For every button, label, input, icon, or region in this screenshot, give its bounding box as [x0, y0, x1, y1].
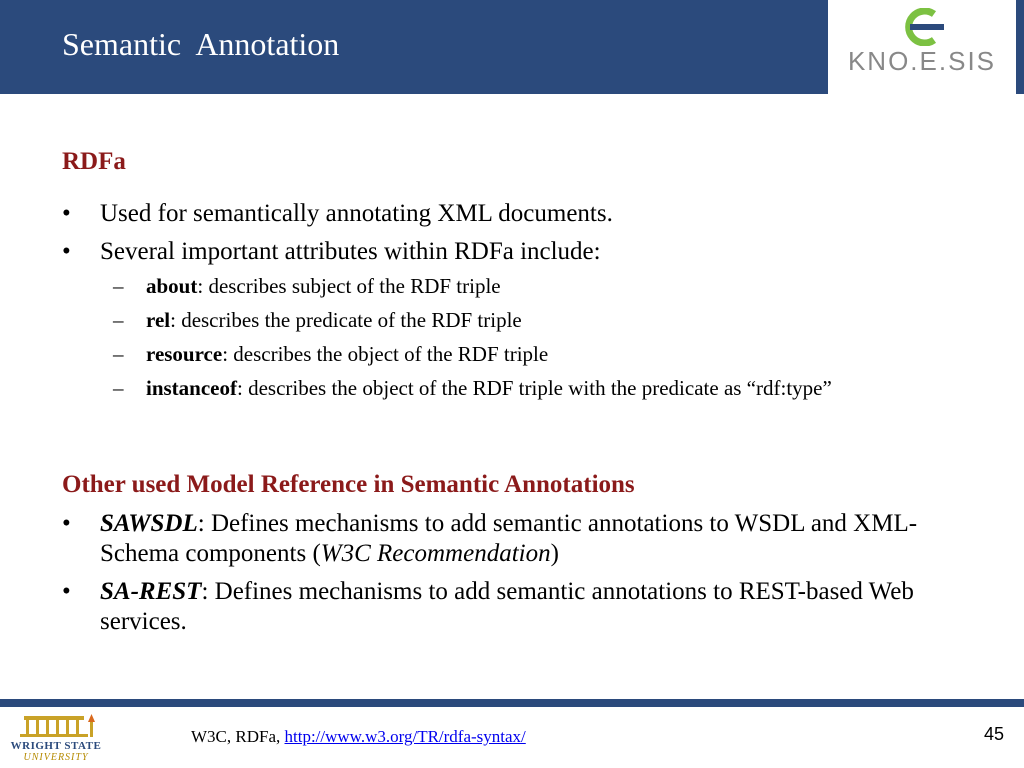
knoesis-logo: [828, 0, 1016, 94]
dash-icon: –: [113, 342, 124, 366]
attribute-term: instanceof: [146, 376, 237, 400]
slide-header: [0, 0, 1024, 94]
knoesis-logo-text: KNO.E.SIS: [847, 46, 997, 76]
section-heading-model-reference: Other used Model Reference in Semantic Annotations: [62, 471, 635, 498]
attribute-item-about: [113, 273, 963, 300]
bullet-icon: •: [62, 238, 71, 265]
attribute-term: about: [146, 274, 198, 298]
bullet-item: • Several important attributes within RDFa include:: [62, 238, 601, 265]
bullet-icon: •: [62, 510, 71, 537]
attribute-desc: : describes the predicate of the RDF triple: [170, 308, 522, 332]
university-label: UNIVERSITY: [23, 752, 89, 763]
attribute-desc: : describes subject of the RDF triple: [197, 274, 501, 298]
citation-text: W3C, RDFa,: [191, 727, 285, 746]
sa-rest-term: SA-REST: [100, 578, 202, 605]
rdfa-syntax-link[interactable]: http://www.w3.org/TR/rdfa-syntax/: [284, 727, 526, 746]
page-number: 45: [984, 724, 1005, 744]
wright-state-logo: [6, 712, 106, 764]
attribute-item-rel: [113, 307, 963, 334]
dash-icon: –: [113, 274, 124, 298]
footer-citation: [191, 727, 526, 747]
bullet-item: • Used for semantically annotating XML documents.: [62, 200, 613, 227]
bullet-item-sawsdl: • SAWSDL: Defines mechanisms to add semantic annotations to WSDL and XML-Schema components (W3C Recommendation): [62, 510, 918, 567]
knoesis-e-icon: [888, 8, 952, 46]
attribute-term: resource: [146, 342, 223, 366]
section-heading-rdfa: RDFa: [62, 148, 126, 175]
bullet-icon: •: [62, 200, 71, 227]
bullet-item-sa-rest: • SA-REST: Defines mechanisms to add semantic annotations to REST-based Web services.: [62, 578, 914, 635]
wright-state-building-icon: [6, 712, 106, 740]
attribute-desc: : describes the object of the RDF triple with the predicate as “rdf:type”: [237, 376, 832, 400]
slide-title: Semantic Annotation: [62, 26, 340, 62]
attribute-item-resource: [113, 341, 963, 368]
dash-icon: –: [113, 376, 124, 400]
dash-icon: –: [113, 308, 124, 332]
w3c-recommendation: W3C Recommendation: [320, 540, 551, 567]
bullet-icon: •: [62, 578, 71, 605]
footer-divider: [0, 699, 1024, 707]
university-name: WRIGHT STATE: [10, 740, 102, 752]
sawsdl-term: SAWSDL: [100, 510, 198, 537]
attribute-desc: : describes the object of the RDF triple: [222, 342, 549, 366]
attribute-term: rel: [146, 308, 171, 332]
attribute-item-instanceof: [113, 375, 963, 402]
